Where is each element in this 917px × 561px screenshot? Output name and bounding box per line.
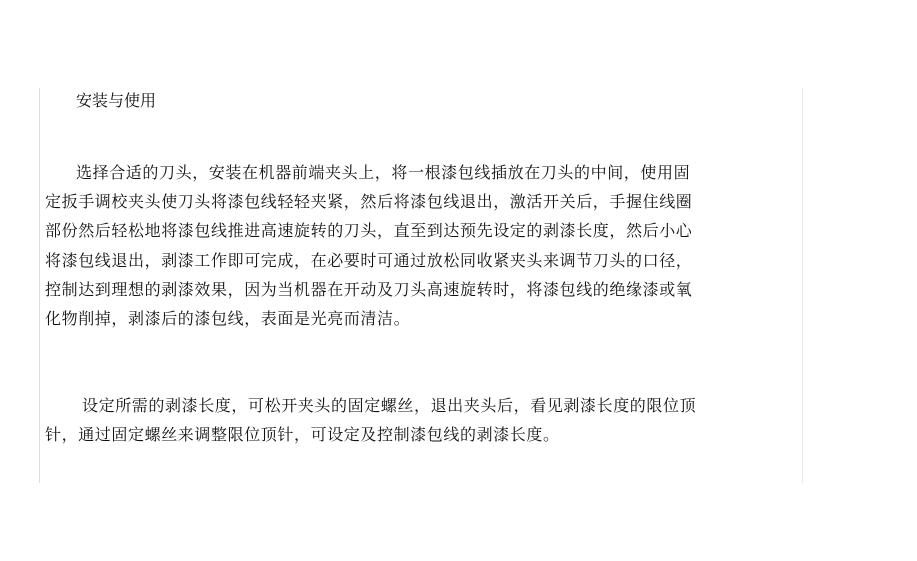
paragraph-line: 定扳手调校夹头使刀头将漆包线轻轻夹紧，然后将漆包线退出，激活开关后，手握住线圈	[45, 192, 693, 212]
paragraph-line: 部份然后轻松地将漆包线推进高速旋转的刀头，直至到达预先设定的剥漆长度，然后小心	[45, 221, 693, 241]
paragraph-line: 化物削掉，剥漆后的漆包线，表面是光亮而清洁。	[45, 309, 411, 329]
paragraph-installation	[45, 158, 692, 333]
document-page	[39, 88, 803, 483]
paragraph-line: 控制达到理想的剥漆效果，因为当机器在开动及刀头高速旋转时，将漆包线的绝缘漆或氧	[45, 279, 693, 299]
paragraph-line: 针，通过固定螺丝来调整限位顶针，可设定及控制漆包线的剥漆长度。	[45, 425, 560, 445]
paragraph-line: 设定所需的剥漆长度，可松开夹头的固定螺丝，退出夹头后，看见剥漆长度的限位顶	[82, 396, 697, 415]
paragraph-line: 选择合适的刀头，安装在机器前端夹头上，将一根漆包线插放在刀头的中间，使用固	[76, 163, 691, 182]
section-heading: 安装与使用	[76, 91, 157, 110]
paragraph-length-setting	[45, 391, 696, 449]
paragraph-line: 将漆包线退出，剥漆工作即可完成，在必要时可通过放松同收紧夹头来调节刀头的口径，	[45, 250, 693, 270]
